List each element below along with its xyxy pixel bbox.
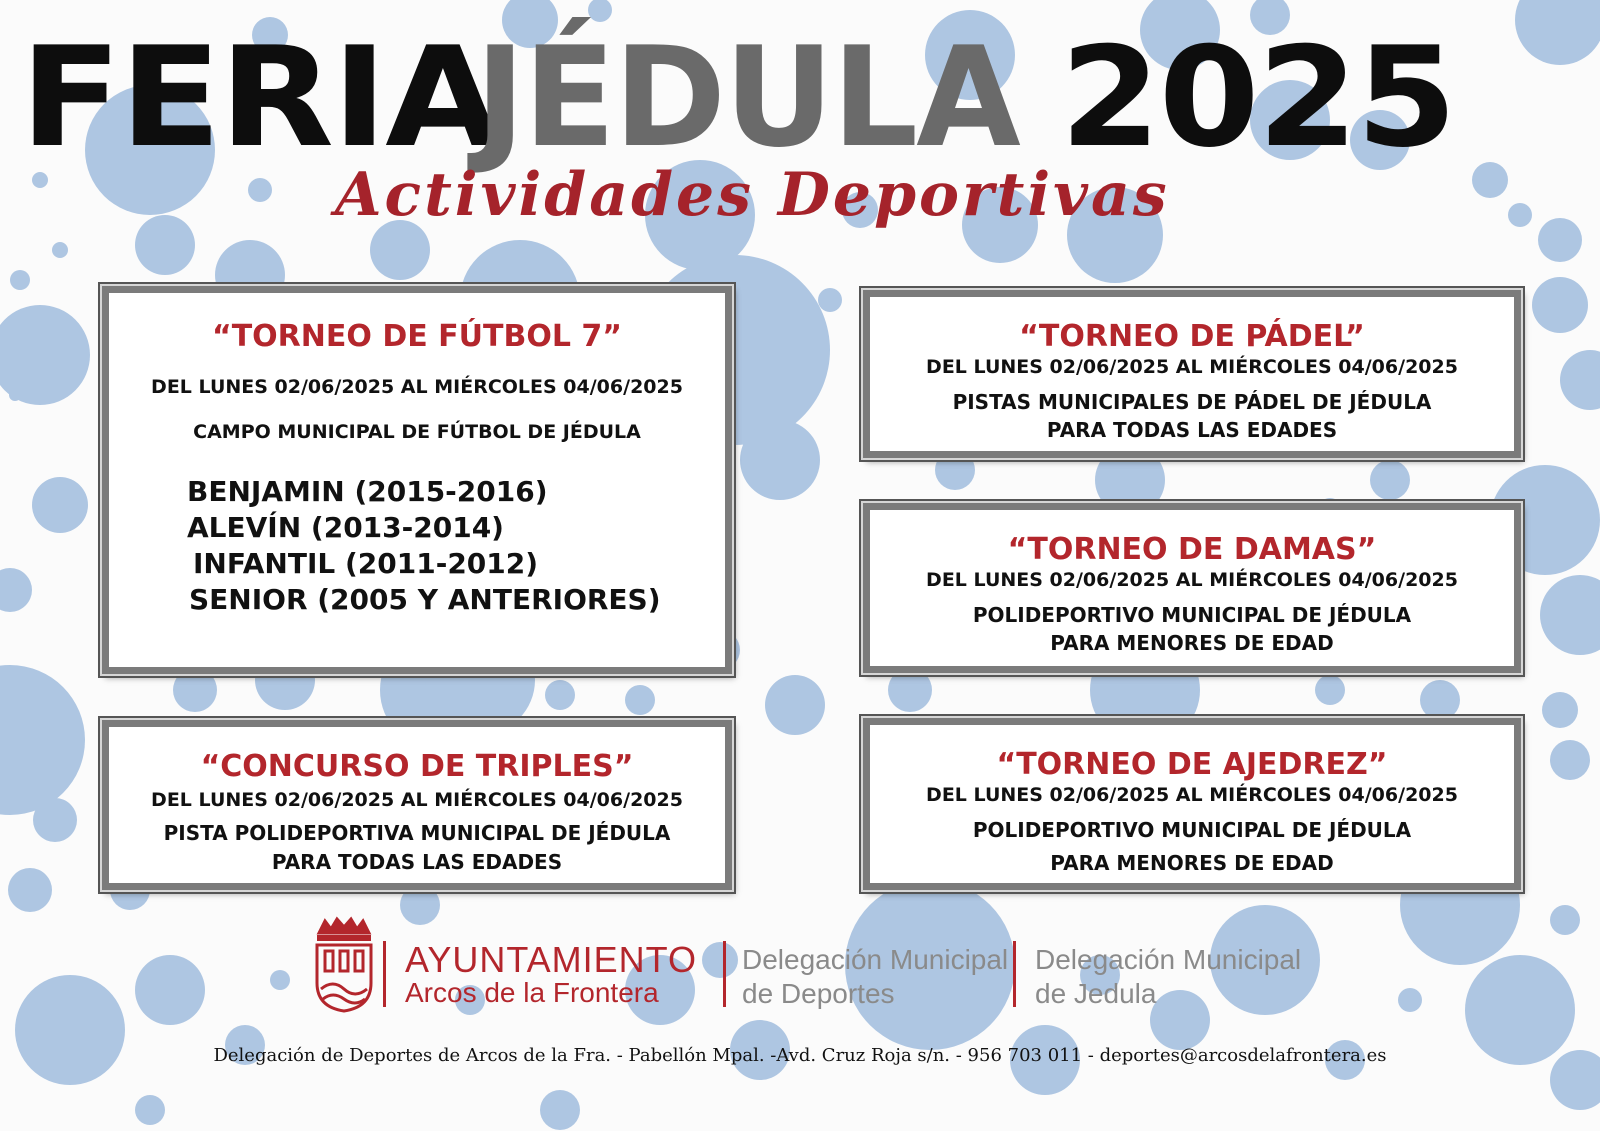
futbol-dates: DEL LUNES 02/06/2025 AL MIÉRCOLES 04/06/2025 [151, 376, 683, 398]
poster-title [20, 18, 1580, 178]
futbol-category: ALEVÍN (2013-2014) [187, 511, 504, 544]
logo-separator [1013, 941, 1016, 1007]
ajedrez-audience: PARA MENORES DE EDAD [1050, 851, 1334, 875]
arcos-coat-of-arms-icon [313, 915, 375, 1015]
padel-title: “TORNEO DE PÁDEL” [1019, 319, 1365, 354]
delegacion-deportes-line2: de Deportes [742, 978, 895, 1009]
arcos-label: Arcos de la Frontera [405, 977, 659, 1008]
triples-audience: PARA TODAS LAS EDADES [271, 850, 563, 874]
ajedrez-title: “TORNEO DE AJEDREZ” [996, 747, 1388, 782]
delegacion-deportes-label [742, 943, 1008, 1011]
futbol-card [102, 286, 732, 674]
ajedrez-dates: DEL LUNES 02/06/2025 AL MIÉRCOLES 04/06/2025 [926, 784, 1458, 806]
triples-title: “CONCURSO DE TRIPLES” [200, 749, 634, 784]
logo-separator [383, 941, 386, 1007]
padel-venue: PISTAS MUNICIPALES DE PÁDEL DE JÉDULA [952, 390, 1432, 414]
delegacion-jedula-line1: Delegación Municipal [1035, 944, 1302, 975]
padel-audience: PARA TODAS LAS EDADES [1046, 418, 1338, 442]
triples-dates: DEL LUNES 02/06/2025 AL MIÉRCOLES 04/06/2025 [151, 789, 683, 811]
logo-separator [723, 941, 726, 1007]
ajedrez-venue: POLIDEPORTIVO MUNICIPAL DE JÉDULA [972, 818, 1412, 842]
futbol-venue: CAMPO MUNICIPAL DE FÚTBOL DE JÉDULA [193, 421, 641, 443]
damas-title: “TORNEO DE DAMAS” [1007, 532, 1377, 567]
padel-card [863, 290, 1521, 458]
triples-venue: PISTA POLIDEPORTIVA MUNICIPAL DE JÉDULA [163, 821, 671, 845]
futbol-category: SENIOR (2005 Y ANTERIORES) [189, 583, 661, 616]
title-feria: FERIA [20, 17, 499, 178]
institutional-logos [305, 915, 1315, 1025]
delegacion-jedula-line2: de Jedula [1035, 978, 1157, 1009]
padel-dates: DEL LUNES 02/06/2025 AL MIÉRCOLES 04/06/2025 [926, 356, 1458, 378]
triples-card [102, 720, 732, 890]
futbol-category: INFANTIL (2011-2012) [193, 547, 539, 580]
title-jedula: JÉDULA [475, 17, 1019, 178]
damas-venue: POLIDEPORTIVO MUNICIPAL DE JÉDULA [972, 603, 1412, 627]
damas-audience: PARA MENORES DE EDAD [1050, 631, 1334, 655]
damas-card [863, 503, 1521, 673]
delegacion-deportes-line1: Delegación Municipal [742, 944, 1009, 975]
ajedrez-card [863, 718, 1521, 890]
ayuntamiento-label: AYUNTAMIENTO [405, 939, 698, 980]
title-year: 2025 [1060, 17, 1455, 178]
contact-footer: Delegación de Deportes de Arcos de la Fra. - Pabellón Mpal. -Avd. Cruz Roja s/n. - 956 703 011 - deportes@arcosdelafrontera.es [213, 1045, 1387, 1066]
delegacion-jedula-label [1035, 943, 1301, 1011]
damas-dates: DEL LUNES 02/06/2025 AL MIÉRCOLES 04/06/2025 [926, 569, 1458, 591]
futbol-category: BENJAMIN (2015-2016) [187, 475, 548, 508]
poster-subtitle: Actividades Deportivas [335, 160, 1170, 230]
futbol-title: “TORNEO DE FÚTBOL 7” [211, 319, 622, 354]
